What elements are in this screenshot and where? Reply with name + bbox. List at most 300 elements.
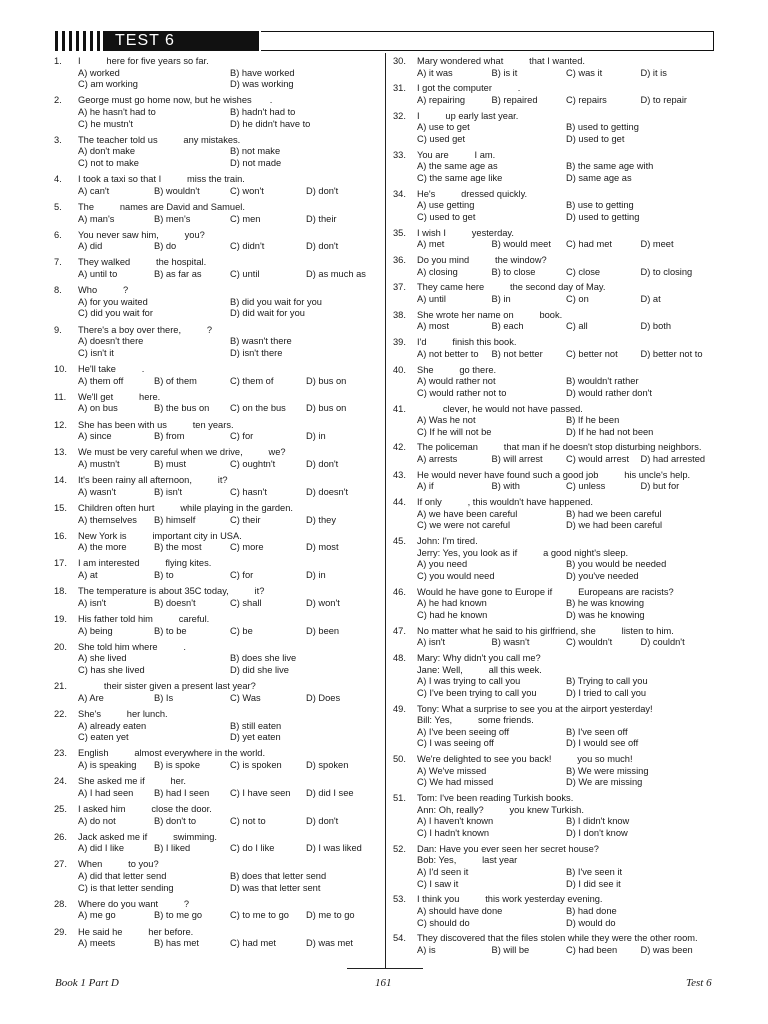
answer-option[interactable]: A) being xyxy=(78,625,113,636)
question-item xyxy=(54,285,382,320)
answer-option[interactable]: B) does that letter send xyxy=(230,871,327,882)
question-number: 52. xyxy=(393,843,406,854)
answer-option[interactable]: C) unless xyxy=(566,481,606,492)
answer-option[interactable]: A) doesn't there xyxy=(78,336,144,347)
answer-option[interactable]: C) had met xyxy=(230,938,276,949)
answer-option[interactable]: D) don't xyxy=(306,458,339,469)
answer-option[interactable]: A) is speaking xyxy=(78,759,137,770)
answer-option[interactable]: B) from xyxy=(154,431,185,442)
answer-option[interactable]: D) he didn't have to xyxy=(230,118,311,129)
answer-option[interactable]: A) is xyxy=(417,944,436,955)
answer-option[interactable]: C) wouldn't xyxy=(566,637,613,648)
answer-option[interactable]: B) the same age with xyxy=(566,161,654,172)
answer-options xyxy=(78,376,382,388)
answer-option[interactable]: C) men xyxy=(230,213,261,224)
answer-option[interactable]: B) wouldn't xyxy=(154,185,200,196)
answer-option[interactable]: D) If he had not been xyxy=(566,426,654,437)
answer-option[interactable]: C) am working xyxy=(78,79,138,90)
question-stem: We'll get here. xyxy=(78,391,161,402)
question-number: 54. xyxy=(393,933,406,944)
answer-option[interactable]: D) I don't know xyxy=(566,827,628,838)
answer-option[interactable]: A) should have done xyxy=(417,905,503,916)
answer-option[interactable]: D) their xyxy=(306,213,337,224)
answer-option[interactable]: A) would rather not xyxy=(417,376,496,387)
answer-option[interactable]: A) man's xyxy=(78,213,115,224)
answer-option[interactable]: B) you would be needed xyxy=(566,559,667,570)
answer-option[interactable]: D) was that letter sent xyxy=(230,882,321,893)
question-stem: I wish I yesterday. xyxy=(417,227,514,238)
answer-option[interactable]: C) Was xyxy=(230,692,261,703)
answer-option[interactable]: A) use getting xyxy=(417,200,475,211)
answer-option[interactable]: A) we have been careful xyxy=(417,508,518,519)
answer-option[interactable]: C) the same age like xyxy=(417,172,503,183)
answer-option[interactable]: C) be xyxy=(230,625,253,636)
answer-option[interactable]: D) did wait for you xyxy=(230,308,305,319)
answer-options xyxy=(417,637,715,649)
answer-option[interactable]: A) she lived xyxy=(78,653,127,664)
answer-option[interactable]: A) I haven't known xyxy=(417,816,494,827)
answer-option[interactable]: B) We were missing xyxy=(566,765,649,776)
answer-option[interactable]: B) wasn't xyxy=(491,637,530,648)
answer-option[interactable]: B) had I seen xyxy=(154,787,210,798)
answer-option[interactable]: B) have worked xyxy=(230,67,295,78)
answer-option[interactable]: B) wasn't there xyxy=(230,336,292,347)
answer-option[interactable]: A) he hasn't had to xyxy=(78,106,156,117)
question-number: 4. xyxy=(54,174,62,185)
question-stem: He said he her before. xyxy=(78,926,194,937)
question-number: 25. xyxy=(54,803,67,814)
answer-options xyxy=(78,760,382,772)
answer-option[interactable]: A) closing xyxy=(417,266,458,277)
answer-option[interactable]: D) yet eaten xyxy=(230,732,281,743)
answer-option[interactable]: D) I was liked xyxy=(306,843,362,854)
answer-option[interactable]: D) at xyxy=(640,294,661,304)
book-label: Book 1 Part D xyxy=(55,977,119,989)
answer-option[interactable]: C) used to get xyxy=(417,211,476,222)
answer-option[interactable]: D) meet xyxy=(640,239,674,250)
answer-option[interactable]: C) shall xyxy=(230,597,262,608)
question-stem: Who ? xyxy=(78,285,129,296)
answer-option[interactable]: A) don't make xyxy=(78,146,136,157)
answer-option[interactable]: D) most xyxy=(306,542,339,553)
answer-option[interactable]: D) to closing xyxy=(640,266,693,277)
answer-option[interactable]: D) I would see off xyxy=(566,738,639,749)
question-stem-line2: Ann: Oh, really? you knew Turkish. xyxy=(417,804,584,815)
answer-option[interactable]: A) the more xyxy=(78,542,127,553)
question-number: 7. xyxy=(54,257,62,268)
answer-option[interactable]: B) to be xyxy=(154,625,187,636)
question-item xyxy=(54,475,382,498)
answer-option[interactable]: C) we were not careful xyxy=(417,520,511,531)
answer-options xyxy=(417,376,715,399)
question-number: 10. xyxy=(54,364,67,374)
answer-options xyxy=(78,107,382,130)
answer-option[interactable]: D) as much as xyxy=(306,269,366,280)
answer-option[interactable]: D) you've needed xyxy=(566,570,639,581)
answer-option[interactable]: B) isn't xyxy=(154,486,183,497)
answer-option[interactable]: D) in xyxy=(306,570,326,581)
answer-option[interactable]: B) would meet xyxy=(491,239,551,250)
answer-options xyxy=(78,68,382,91)
answer-option[interactable]: D) isn't there xyxy=(230,347,283,358)
answer-options xyxy=(417,559,715,582)
answer-option[interactable]: C) close xyxy=(566,266,601,277)
answer-option[interactable]: B) If he been xyxy=(566,415,620,426)
question-stem: English almost everywhere in the world. xyxy=(78,748,266,759)
answer-options xyxy=(78,487,382,499)
answer-option[interactable]: D) was been xyxy=(640,944,693,955)
answer-option[interactable]: C) I hadn't known xyxy=(417,827,490,838)
answer-option[interactable]: B) do xyxy=(154,241,177,252)
question-item xyxy=(54,832,382,855)
answer-option[interactable]: D) would do xyxy=(566,917,616,928)
answer-option[interactable]: D) to repair xyxy=(640,94,687,105)
question-item xyxy=(54,364,382,387)
question-item xyxy=(54,56,382,91)
answer-option[interactable]: B) the bus on xyxy=(154,403,210,414)
question-stem: We must be very careful when we drive, we? xyxy=(78,447,286,458)
answer-option[interactable]: B) has met xyxy=(154,938,199,949)
answer-option[interactable]: B) I've seen it xyxy=(566,866,623,877)
answer-option[interactable]: D) don't xyxy=(306,241,339,252)
answer-option[interactable]: A) until xyxy=(417,294,446,304)
answer-option[interactable]: B) not make xyxy=(230,146,281,157)
question-stem: They came here the second day of May. xyxy=(417,282,606,293)
question-stem: George must go home now, but he wishes . xyxy=(78,95,273,106)
answer-option[interactable]: C) I was seeing off xyxy=(417,738,494,749)
answer-option[interactable]: A) at xyxy=(78,570,98,581)
answer-option[interactable]: A) isn't xyxy=(417,637,446,648)
right-question-column xyxy=(393,56,715,961)
answer-option[interactable]: D) I did see it xyxy=(566,878,621,889)
question-stem: I here for five years so far. xyxy=(78,56,209,66)
question-number: 9. xyxy=(54,324,62,335)
answer-option[interactable]: D) did she live xyxy=(230,665,289,675)
answer-option[interactable]: C) hasn't xyxy=(230,486,267,497)
answer-option[interactable]: A) you need xyxy=(417,559,468,570)
answer-options xyxy=(417,676,715,699)
answer-options xyxy=(78,269,382,281)
answer-option[interactable]: A) repairing xyxy=(417,94,466,105)
question-stem: I got the computer . xyxy=(417,83,521,94)
answer-option[interactable]: C) didn't xyxy=(230,241,265,252)
answer-option[interactable]: B) use to getting xyxy=(566,200,634,211)
question-item xyxy=(393,704,715,750)
answer-option[interactable]: D) We are missing xyxy=(566,777,643,788)
answer-option[interactable]: C) all xyxy=(566,321,588,332)
answer-option[interactable]: B) must xyxy=(154,458,187,469)
answer-option[interactable]: B) I didn't know xyxy=(566,816,630,827)
answer-option[interactable]: B) don't to xyxy=(154,815,197,826)
answer-option[interactable]: B) to me go xyxy=(154,910,203,921)
answer-option[interactable]: A) for you waited xyxy=(78,296,148,307)
answer-option[interactable]: B) is it xyxy=(491,67,518,78)
question-number: 15. xyxy=(54,502,67,513)
answer-options xyxy=(417,294,715,306)
answer-option[interactable]: D) they xyxy=(306,514,336,525)
answer-option[interactable]: C) I have seen xyxy=(230,787,291,798)
answer-option[interactable]: D) doesn't xyxy=(306,486,349,497)
answer-option[interactable]: B) to close xyxy=(491,266,536,277)
answer-option[interactable]: A) I was trying to call you xyxy=(417,676,521,687)
question-number: 46. xyxy=(393,586,406,597)
answer-option[interactable]: C) on the bus xyxy=(230,403,286,414)
question-item xyxy=(54,748,382,771)
answer-option[interactable]: D) used to get xyxy=(566,133,625,144)
answer-option[interactable]: A) did I like xyxy=(78,843,124,854)
answer-option[interactable]: C) eaten yet xyxy=(78,732,129,743)
question-stem: Jack asked me if swimming. xyxy=(78,831,217,842)
answer-option[interactable]: B) to xyxy=(154,570,174,581)
answer-option[interactable]: C) not to xyxy=(230,815,266,826)
question-stem: She's her lunch. xyxy=(78,708,168,719)
question-number: 41. xyxy=(393,403,406,414)
answer-option[interactable]: B) Is xyxy=(154,692,174,703)
answer-option[interactable]: C) isn't it xyxy=(78,347,114,358)
answer-option[interactable]: B) had done xyxy=(566,905,617,916)
answer-options xyxy=(417,200,715,223)
answer-option[interactable]: C) is spoken xyxy=(230,759,282,770)
question-item xyxy=(393,754,715,789)
question-stem: I up early last year. xyxy=(417,110,519,121)
answer-option[interactable]: A) since xyxy=(78,431,112,442)
answer-option[interactable]: B) not better xyxy=(491,348,543,359)
answer-option[interactable]: A) did that letter send xyxy=(78,871,167,882)
answer-options xyxy=(78,843,382,855)
test-title: TEST 6 xyxy=(103,31,259,51)
question-item xyxy=(393,653,715,699)
question-item xyxy=(393,83,715,106)
answer-option[interactable]: A) Was he not xyxy=(417,415,476,426)
answer-option[interactable]: A) if xyxy=(417,481,434,492)
question-number: 18. xyxy=(54,586,67,597)
question-stem-line2: Bob: Yes, last year xyxy=(417,855,518,866)
answer-option[interactable]: A) themselves xyxy=(78,514,137,525)
answer-options xyxy=(417,906,715,929)
answer-option[interactable]: D) bus on xyxy=(306,403,347,414)
answer-option[interactable]: A) he had known xyxy=(417,598,487,609)
answer-option[interactable]: D) spoken xyxy=(306,759,349,770)
answer-option[interactable]: B) I liked xyxy=(154,843,191,854)
answer-option[interactable]: B) as far as xyxy=(154,269,202,280)
answer-option[interactable]: A) use to get xyxy=(417,122,470,133)
question-number: 51. xyxy=(393,793,406,804)
answer-option[interactable]: D) won't xyxy=(306,597,340,608)
answer-options xyxy=(78,186,382,198)
answer-option[interactable]: A) meets xyxy=(78,938,116,949)
answer-option[interactable]: C) their xyxy=(230,514,261,525)
answer-option[interactable]: D) same age as xyxy=(566,172,632,183)
answer-option[interactable]: C) should do xyxy=(417,917,470,928)
answer-option[interactable]: C) on xyxy=(566,294,589,304)
answer-option[interactable]: B) does she live xyxy=(230,653,297,664)
answer-options xyxy=(417,415,715,438)
answer-option[interactable]: A) Are xyxy=(78,692,104,703)
answer-option[interactable]: A) already eaten xyxy=(78,720,147,731)
answer-options xyxy=(78,297,382,320)
answer-option[interactable]: B) of them xyxy=(154,375,197,386)
answer-option[interactable]: B) each xyxy=(491,321,524,332)
answer-option[interactable]: B) used to getting xyxy=(566,122,639,133)
answer-option[interactable]: C) until xyxy=(230,269,260,280)
answer-option[interactable]: D) me to go xyxy=(306,910,355,921)
answer-option[interactable]: D) we had been careful xyxy=(566,520,663,531)
answer-option[interactable]: A) on bus xyxy=(78,403,118,414)
answer-option[interactable]: C) had been xyxy=(566,944,618,955)
answer-option[interactable]: D) don't xyxy=(306,815,339,826)
answer-options xyxy=(417,509,715,532)
answer-options xyxy=(78,910,382,922)
answer-options xyxy=(417,68,715,80)
answer-options xyxy=(78,938,382,950)
answer-option[interactable]: C) them of xyxy=(230,375,274,386)
answer-option[interactable]: A) can't xyxy=(78,185,110,196)
answer-options xyxy=(417,454,715,466)
question-stem: If only , this wouldn't have happened. xyxy=(417,497,593,508)
question-number: 19. xyxy=(54,614,67,625)
answer-option[interactable]: A) arrests xyxy=(417,454,458,465)
answer-option[interactable]: C) did you wait for xyxy=(78,308,153,319)
answer-option[interactable]: D) was met xyxy=(306,938,354,949)
answer-option[interactable]: B) had we been careful xyxy=(566,508,662,519)
answer-option[interactable]: A) I've been seeing off xyxy=(417,726,510,737)
question-stem: The names are David and Samuel. xyxy=(78,201,245,212)
answer-option[interactable]: A) wasn't xyxy=(78,486,116,497)
answer-option[interactable]: B) with xyxy=(491,481,520,492)
answer-option[interactable]: C) do I like xyxy=(230,843,275,854)
answer-option[interactable]: A) most xyxy=(417,321,450,332)
answer-option[interactable]: D) but for xyxy=(640,481,680,492)
answer-option[interactable]: B) hadn't had to xyxy=(230,106,296,117)
answer-option[interactable]: D) bus on xyxy=(306,375,347,386)
answer-option[interactable]: B) in xyxy=(491,294,511,304)
answer-option[interactable]: C) better not xyxy=(566,348,618,359)
answer-option[interactable]: B) the most xyxy=(154,542,202,553)
answer-option[interactable]: B) is spoke xyxy=(154,759,200,770)
answer-option[interactable]: D) don't xyxy=(306,185,339,196)
answer-option[interactable]: A) it was xyxy=(417,67,453,78)
answer-option[interactable]: C) would rather not to xyxy=(417,387,507,398)
answer-option[interactable]: B) will arrest xyxy=(491,454,543,465)
answer-option[interactable]: A) mustn't xyxy=(78,458,120,469)
answer-option[interactable]: B) men's xyxy=(154,213,191,224)
answer-option[interactable]: A) them off xyxy=(78,375,124,386)
answer-option[interactable]: B) I've seen off xyxy=(566,726,628,737)
question-stem: Dan: Have you ever seen her secret house? xyxy=(417,843,599,854)
answer-option[interactable]: C) repairs xyxy=(566,94,607,105)
answer-option[interactable]: D) had arrested xyxy=(640,454,706,465)
answer-option[interactable]: C) oughtn't xyxy=(230,458,276,469)
answer-option[interactable]: C) for xyxy=(230,570,254,581)
answer-option[interactable]: D) did I see xyxy=(306,787,354,798)
question-stem: I asked him close the door. xyxy=(78,803,212,814)
answer-option[interactable]: A) until to xyxy=(78,269,118,280)
question-number: 43. xyxy=(393,469,406,480)
answer-option[interactable]: C) won't xyxy=(230,185,264,196)
answer-option[interactable]: A) the same age as xyxy=(417,161,498,172)
answer-option[interactable]: C) If he will not be xyxy=(417,426,492,437)
answer-option[interactable]: C) I've been trying to call you xyxy=(417,687,537,698)
answer-option[interactable]: A) met xyxy=(417,239,445,250)
answer-option[interactable]: B) still eaten xyxy=(230,720,282,731)
question-number: 11. xyxy=(54,391,67,402)
answer-option[interactable]: D) been xyxy=(306,625,340,636)
answer-option[interactable]: A) not better to xyxy=(417,348,479,359)
answer-option[interactable]: D) not made xyxy=(230,157,282,168)
answer-option[interactable]: C) was it xyxy=(566,67,603,78)
answer-option[interactable]: B) wouldn't rather xyxy=(566,376,639,387)
answer-option[interactable]: D) was working xyxy=(230,79,294,90)
answer-option[interactable]: C) has she lived xyxy=(78,665,145,675)
question-stem-line2: Bill: Yes, some friends. xyxy=(417,715,534,726)
question-number: 35. xyxy=(393,227,406,238)
answer-option[interactable]: A) We've missed xyxy=(417,765,487,776)
answer-option[interactable]: C) We had missed xyxy=(417,777,494,788)
answer-options xyxy=(78,598,382,610)
answer-option[interactable]: D) used to getting xyxy=(566,211,640,222)
answer-option[interactable]: D) both xyxy=(640,321,671,332)
question-number: 50. xyxy=(393,754,406,765)
answer-option[interactable]: A) isn't xyxy=(78,597,107,608)
answer-option[interactable]: A) I had seen xyxy=(78,787,134,798)
answer-option[interactable]: C) used get xyxy=(417,133,466,144)
question-number: 5. xyxy=(54,201,62,212)
question-stem: Mary wondered what that I wanted. xyxy=(417,56,585,66)
answer-option[interactable]: B) did you wait for you xyxy=(230,296,322,307)
question-item xyxy=(54,202,382,225)
answer-option[interactable]: D) Does xyxy=(306,692,341,703)
answer-option[interactable]: C) he mustn't xyxy=(78,118,133,129)
answer-option[interactable]: B) doesn't xyxy=(154,597,196,608)
answer-options xyxy=(417,816,715,839)
answer-option[interactable]: C) would arrest xyxy=(566,454,630,465)
question-item xyxy=(393,111,715,146)
answer-option[interactable]: C) I saw it xyxy=(417,878,459,889)
answer-option[interactable]: D) better not to xyxy=(640,348,703,359)
answer-option[interactable]: B) will be xyxy=(491,944,530,955)
answer-option[interactable]: B) himself xyxy=(154,514,196,525)
question-item xyxy=(54,776,382,799)
answer-option[interactable]: D) was he knowing xyxy=(566,609,645,620)
answer-option[interactable]: A) me go xyxy=(78,910,116,921)
answer-option[interactable]: A) do not xyxy=(78,815,116,826)
question-item xyxy=(393,894,715,929)
answer-option[interactable]: D) I tried to call you xyxy=(566,687,647,698)
answer-option[interactable]: C) is that letter sending xyxy=(78,882,174,893)
answer-option[interactable]: B) he was knowing xyxy=(566,598,645,609)
answer-option[interactable]: D) in xyxy=(306,431,326,442)
answer-option[interactable]: C) not to make xyxy=(78,157,139,168)
answer-option[interactable]: C) to me to go xyxy=(230,910,289,921)
answer-options xyxy=(78,336,382,359)
question-item xyxy=(54,95,382,130)
question-item xyxy=(54,447,382,470)
answer-option[interactable]: C) for xyxy=(230,431,254,442)
answer-option[interactable]: A) worked xyxy=(78,67,120,78)
answer-option[interactable]: A) I'd seen it xyxy=(417,866,469,877)
answer-option[interactable]: B) Trying to call you xyxy=(566,676,648,687)
answer-option[interactable]: B) repaired xyxy=(491,94,538,105)
answer-option[interactable]: D) couldn't xyxy=(640,637,685,648)
answer-option[interactable]: C) more xyxy=(230,542,264,553)
answer-option[interactable]: C) had he known xyxy=(417,609,488,620)
answer-option[interactable]: D) it is xyxy=(640,67,667,78)
answer-option[interactable]: A) did xyxy=(78,241,103,252)
answer-option[interactable]: C) had met xyxy=(566,239,612,250)
answer-option[interactable]: D) would rather don't xyxy=(566,387,653,398)
question-item xyxy=(54,927,382,950)
answer-option[interactable]: C) you would need xyxy=(417,570,495,581)
